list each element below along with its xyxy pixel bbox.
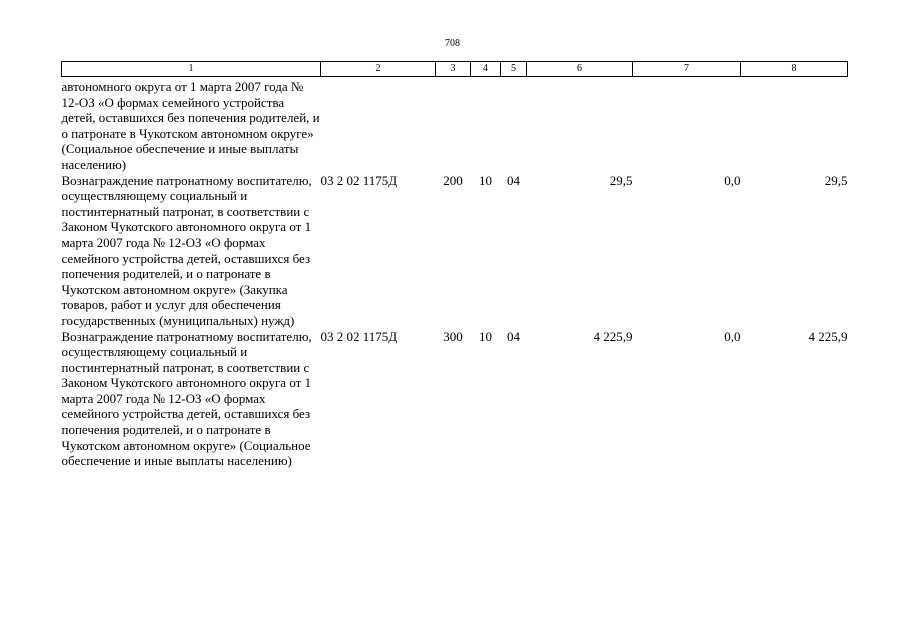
row-amount-col7: 0,0 (724, 328, 741, 344)
row-amount-col8: 29,5 (824, 172, 848, 188)
row-expense-type: 300 (443, 328, 463, 344)
row-target-code: 03 2 02 1175Д (320, 172, 398, 188)
column-number: 5 (501, 62, 527, 77)
row-description: Вознаграждение патронатному воспитателю, осуществляющему социальный и постинтернатный патронат, в соответствии с Законом Чукотского автономного округа от 1 марта 2007 года № 12-ОЗ «О формах семейного устройства детей, оставшихся без попечения родителей, и о патронате в Чукотском автономном округе» (Социальное обеспечение и иные выплаты населению) (61, 328, 312, 469)
column-number: 8 (741, 62, 848, 77)
column-number: 3 (436, 62, 471, 77)
row-amount-col7: 0,0 (724, 172, 741, 188)
row-subsection (501, 77, 527, 173)
row-subsection: 04 (507, 172, 520, 188)
column-number: 7 (633, 62, 741, 77)
row-amount-col8: 4 225,9 (808, 328, 848, 344)
row-section: 10 (479, 172, 492, 188)
column-number: 6 (527, 62, 633, 77)
row-section (471, 77, 501, 173)
row-section: 10 (479, 328, 492, 344)
row-subsection: 04 (507, 328, 520, 344)
table-row (62, 329, 848, 469)
row-amount-col6 (527, 77, 633, 173)
row-target-code (321, 77, 436, 173)
row-expense-type: 200 (443, 172, 463, 188)
row-amount-col7 (633, 77, 741, 173)
page-number: 708 (445, 38, 460, 49)
row-description: автономного округа от 1 марта 2007 года № 12-ОЗ «О формах семейного устройства детей, оставшихся без попечения родителей, и о патронате в Чукотском автономном округе» (Социальное обеспечение и иные выплаты населению) (61, 79, 320, 172)
column-number: 2 (321, 62, 436, 77)
table-row (62, 173, 848, 329)
row-description: Вознаграждение патронатному воспитателю, осуществляющему социальный и постинтернатный патронат, в соответствии с Законом Чукотского автономного округа от 1 марта 2007 года № 12-ОЗ «О формах семейного устройства детей, оставшихся без попечения родителей, и о патронате в Чукотском автономном округе» (Закупка товаров, работ и услуг для обеспечения государственных (муниципальных) нужд) (61, 172, 312, 328)
column-number: 4 (471, 62, 501, 77)
column-number: 1 (62, 62, 321, 77)
row-amount-col6: 4 225,9 (593, 328, 633, 344)
row-amount-col6: 29,5 (609, 172, 633, 188)
budget-table (61, 61, 848, 469)
column-number-row (62, 62, 848, 77)
row-amount-col8 (741, 77, 848, 173)
row-expense-type (436, 77, 471, 173)
row-target-code: 03 2 02 1175Д (320, 328, 398, 344)
table-row (62, 77, 848, 173)
